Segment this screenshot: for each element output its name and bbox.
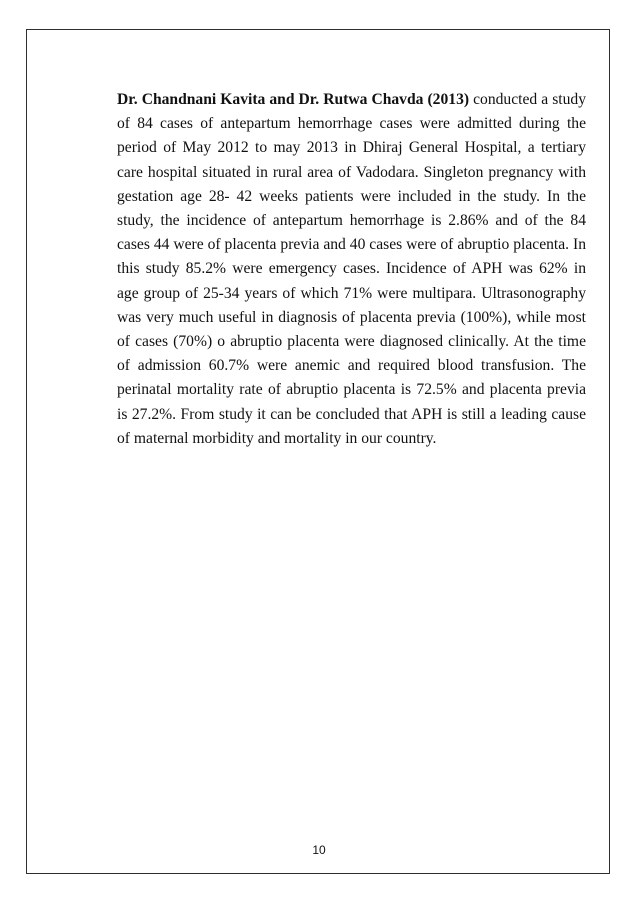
study-paragraph — [117, 88, 586, 451]
page-number: 10 — [312, 843, 326, 857]
paragraph-body: conducted a study of 84 cases of antepartum hemorrhage cases were admitted during the period of May 2012 to may 2013 in Dhiraj General Hospital, a tertiary care hospital situated in rural area of Vadodara. Singleton pregnancy with gestation age 28- 42 weeks patients were included in the study. In the study, the incidence of antepartum hemorrhage is 2.86% and of the 84 cases 44 were of placenta previa and 40 cases were of abruptio placenta. In this study 85.2% were emergency cases. Incidence of APH was 62% in age group of 25-34 years of which 71% were multipara. Ultrasonography was very much useful in diagnosis of placenta previa (100%), while most of cases (70%) o abruptio placenta were diagnosed clinically. At the time of admission 60.7% were anemic and required blood transfusion. The perinatal mortality rate of abruptio placenta is 72.5% and placenta previa is 27.2%. From study it can be concluded that APH is still a leading cause of maternal morbidity and mortality in our country. — [117, 91, 586, 447]
citation-lead: Dr. Chandnani Kavita and Dr. Rutwa Chavda (2013) — [117, 91, 470, 108]
